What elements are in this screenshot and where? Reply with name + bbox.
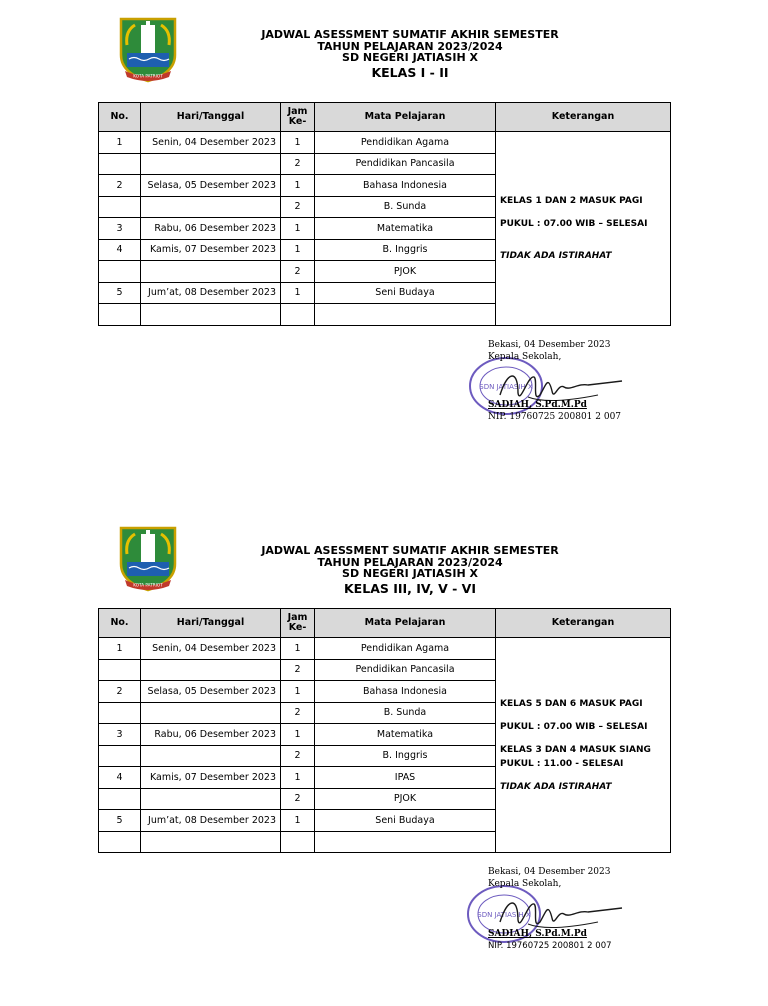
cell-jam: 2: [281, 702, 315, 724]
signature-nip: NIP. 19760725 200801 2 007: [488, 941, 612, 951]
header-note: Keterangan: [496, 609, 671, 638]
cell-subject: IPAS: [315, 767, 496, 789]
cell-jam: 1: [281, 239, 315, 261]
cell-jam: 1: [281, 638, 315, 660]
note-cell: [496, 638, 671, 853]
header-date: Hari/Tanggal: [141, 609, 281, 638]
stamp-text: SDN JATIASIH X: [479, 383, 533, 391]
table-row: [99, 132, 671, 154]
note-line: PUKUL : 11.00 - SELESAI: [500, 758, 624, 769]
signature-block: [488, 339, 688, 423]
cell-jam: 1: [281, 218, 315, 240]
cell-subject: B. Inggris: [315, 239, 496, 261]
cell-no: [99, 745, 141, 767]
school-name: SD NEGERI JATIASIH X: [342, 567, 478, 580]
cell-date: [141, 831, 281, 853]
cell-subject: Pendidikan Pancasila: [315, 153, 496, 175]
cell-jam: 1: [281, 767, 315, 789]
schedule-table: [98, 102, 671, 326]
cell-subject: Pendidikan Agama: [315, 132, 496, 154]
cell-subject: B. Sunda: [315, 196, 496, 218]
signature-nip: NIP. 19760725 200801 2 007: [488, 412, 622, 422]
cell-jam: 1: [281, 724, 315, 746]
header-note: Keterangan: [496, 103, 671, 132]
note-line: TIDAK ADA ISTIRAHAT: [500, 781, 612, 792]
cell-jam: 2: [281, 261, 315, 283]
cell-date: Jum’at, 08 Desember 2023: [141, 810, 281, 832]
class-label: KELAS I - II: [371, 64, 449, 80]
cell-date: Selasa, 05 Desember 2023: [141, 681, 281, 703]
cell-jam: 1: [281, 810, 315, 832]
header-subject: Mata Pelajaran: [315, 609, 496, 638]
cell-date: [141, 153, 281, 175]
signature-name: SADIAH, S.Pd.M.Pd: [488, 929, 587, 939]
cell-no: [99, 831, 141, 853]
signature-role: Kepala Sekolah,: [488, 352, 562, 362]
cell-no: [99, 261, 141, 283]
header-jam: Jam Ke-: [281, 103, 315, 132]
cell-no: 1: [99, 132, 141, 154]
cell-subject: PJOK: [315, 261, 496, 283]
cell-date: Senin, 04 Desember 2023: [141, 638, 281, 660]
cell-date: [141, 659, 281, 681]
cell-jam: 2: [281, 196, 315, 218]
signature-role: Kepala Sekolah,: [488, 879, 562, 889]
note-cell: [496, 132, 671, 326]
cell-no: 2: [99, 681, 141, 703]
table-header-row: [99, 609, 671, 638]
document-heading: [230, 29, 590, 80]
cell-jam: 1: [281, 175, 315, 197]
schedule-table: [98, 608, 671, 853]
cell-no: 5: [99, 282, 141, 304]
cell-no: 3: [99, 218, 141, 240]
cell-no: 1: [99, 638, 141, 660]
note-line: TIDAK ADA ISTIRAHAT: [500, 250, 612, 261]
header-subject: Mata Pelajaran: [315, 103, 496, 132]
logo-text: KOTA PATRIOT: [133, 582, 163, 588]
signature-name: SADIAH, S.Pd.M.Pd: [488, 400, 587, 410]
note-line: KELAS 3 DAN 4 MASUK SIANG: [500, 744, 651, 755]
cell-date: Rabu, 06 Desember 2023: [141, 724, 281, 746]
cell-date: Kamis, 07 Desember 2023: [141, 767, 281, 789]
cell-date: [141, 702, 281, 724]
cell-date: Kamis, 07 Desember 2023: [141, 239, 281, 261]
signature-place-date: Bekasi, 04 Desember 2023: [488, 340, 611, 350]
cell-jam: 2: [281, 745, 315, 767]
cell-jam: [281, 304, 315, 326]
cell-jam: 2: [281, 659, 315, 681]
table-header-row: [99, 103, 671, 132]
cell-subject: Seni Budaya: [315, 810, 496, 832]
cell-subject: Pendidikan Pancasila: [315, 659, 496, 681]
document-title: JADWAL ASESSMENT SUMATIF AKHIR SEMESTER: [261, 544, 559, 557]
cell-no: 3: [99, 724, 141, 746]
note-line: KELAS 1 DAN 2 MASUK PAGI: [500, 195, 643, 206]
cell-jam: [281, 831, 315, 853]
cell-date: Jum’at, 08 Desember 2023: [141, 282, 281, 304]
cell-subject: Matematika: [315, 724, 496, 746]
table-row: [99, 638, 671, 660]
cell-jam: 2: [281, 788, 315, 810]
cell-date: [141, 745, 281, 767]
cell-no: [99, 304, 141, 326]
cell-date: Senin, 04 Desember 2023: [141, 132, 281, 154]
cell-subject: Bahasa Indonesia: [315, 681, 496, 703]
cell-subject: Pendidikan Agama: [315, 638, 496, 660]
cell-subject: Bahasa Indonesia: [315, 175, 496, 197]
cell-no: [99, 659, 141, 681]
cell-no: [99, 702, 141, 724]
logo-text: KOTA PATRIOT: [133, 73, 163, 79]
cell-no: [99, 153, 141, 175]
signature-place-date: Bekasi, 04 Desember 2023: [488, 867, 611, 877]
school-year: TAHUN PELAJARAN 2023/2024: [317, 39, 503, 53]
cell-date: [141, 788, 281, 810]
cell-date: Selasa, 05 Desember 2023: [141, 175, 281, 197]
note-line: KELAS 5 DAN 6 MASUK PAGI: [500, 698, 643, 709]
cell-date: [141, 304, 281, 326]
header-no: No.: [99, 103, 141, 132]
cell-subject: PJOK: [315, 788, 496, 810]
document-heading: [230, 545, 590, 596]
cell-jam: 1: [281, 681, 315, 703]
header-no: No.: [99, 609, 141, 638]
note-line: PUKUL : 07.00 WIB – SELESAI: [500, 721, 648, 732]
cell-no: 4: [99, 767, 141, 789]
cell-subject: B. Inggris: [315, 745, 496, 767]
cell-no: 2: [99, 175, 141, 197]
stamp-text: SDN JATIASIH X: [477, 911, 531, 919]
cell-jam: 2: [281, 153, 315, 175]
cell-no: 4: [99, 239, 141, 261]
cell-subject: [315, 304, 496, 326]
cell-date: [141, 261, 281, 283]
school-name: SD NEGERI JATIASIH X: [342, 51, 478, 64]
cell-jam: 1: [281, 132, 315, 154]
cell-subject: Matematika: [315, 218, 496, 240]
cell-no: [99, 788, 141, 810]
note-line: PUKUL : 07.00 WIB – SELESAI: [500, 218, 648, 229]
document-title: JADWAL ASESSMENT SUMATIF AKHIR SEMESTER: [261, 28, 559, 41]
cell-date: Rabu, 06 Desember 2023: [141, 218, 281, 240]
cell-subject: [315, 831, 496, 853]
cell-date: [141, 196, 281, 218]
cell-no: [99, 196, 141, 218]
class-label: KELAS III, IV, V - VI: [344, 580, 476, 596]
bekasi-emblem-logo: [115, 15, 181, 85]
cell-jam: 1: [281, 282, 315, 304]
school-year: TAHUN PELAJARAN 2023/2024: [317, 555, 503, 569]
header-jam: Jam Ke-: [281, 609, 315, 638]
cell-subject: Seni Budaya: [315, 282, 496, 304]
signature-block: [488, 866, 688, 952]
cell-subject: B. Sunda: [315, 702, 496, 724]
header-date: Hari/Tanggal: [141, 103, 281, 132]
cell-no: 5: [99, 810, 141, 832]
bekasi-emblem-logo: [115, 524, 181, 594]
